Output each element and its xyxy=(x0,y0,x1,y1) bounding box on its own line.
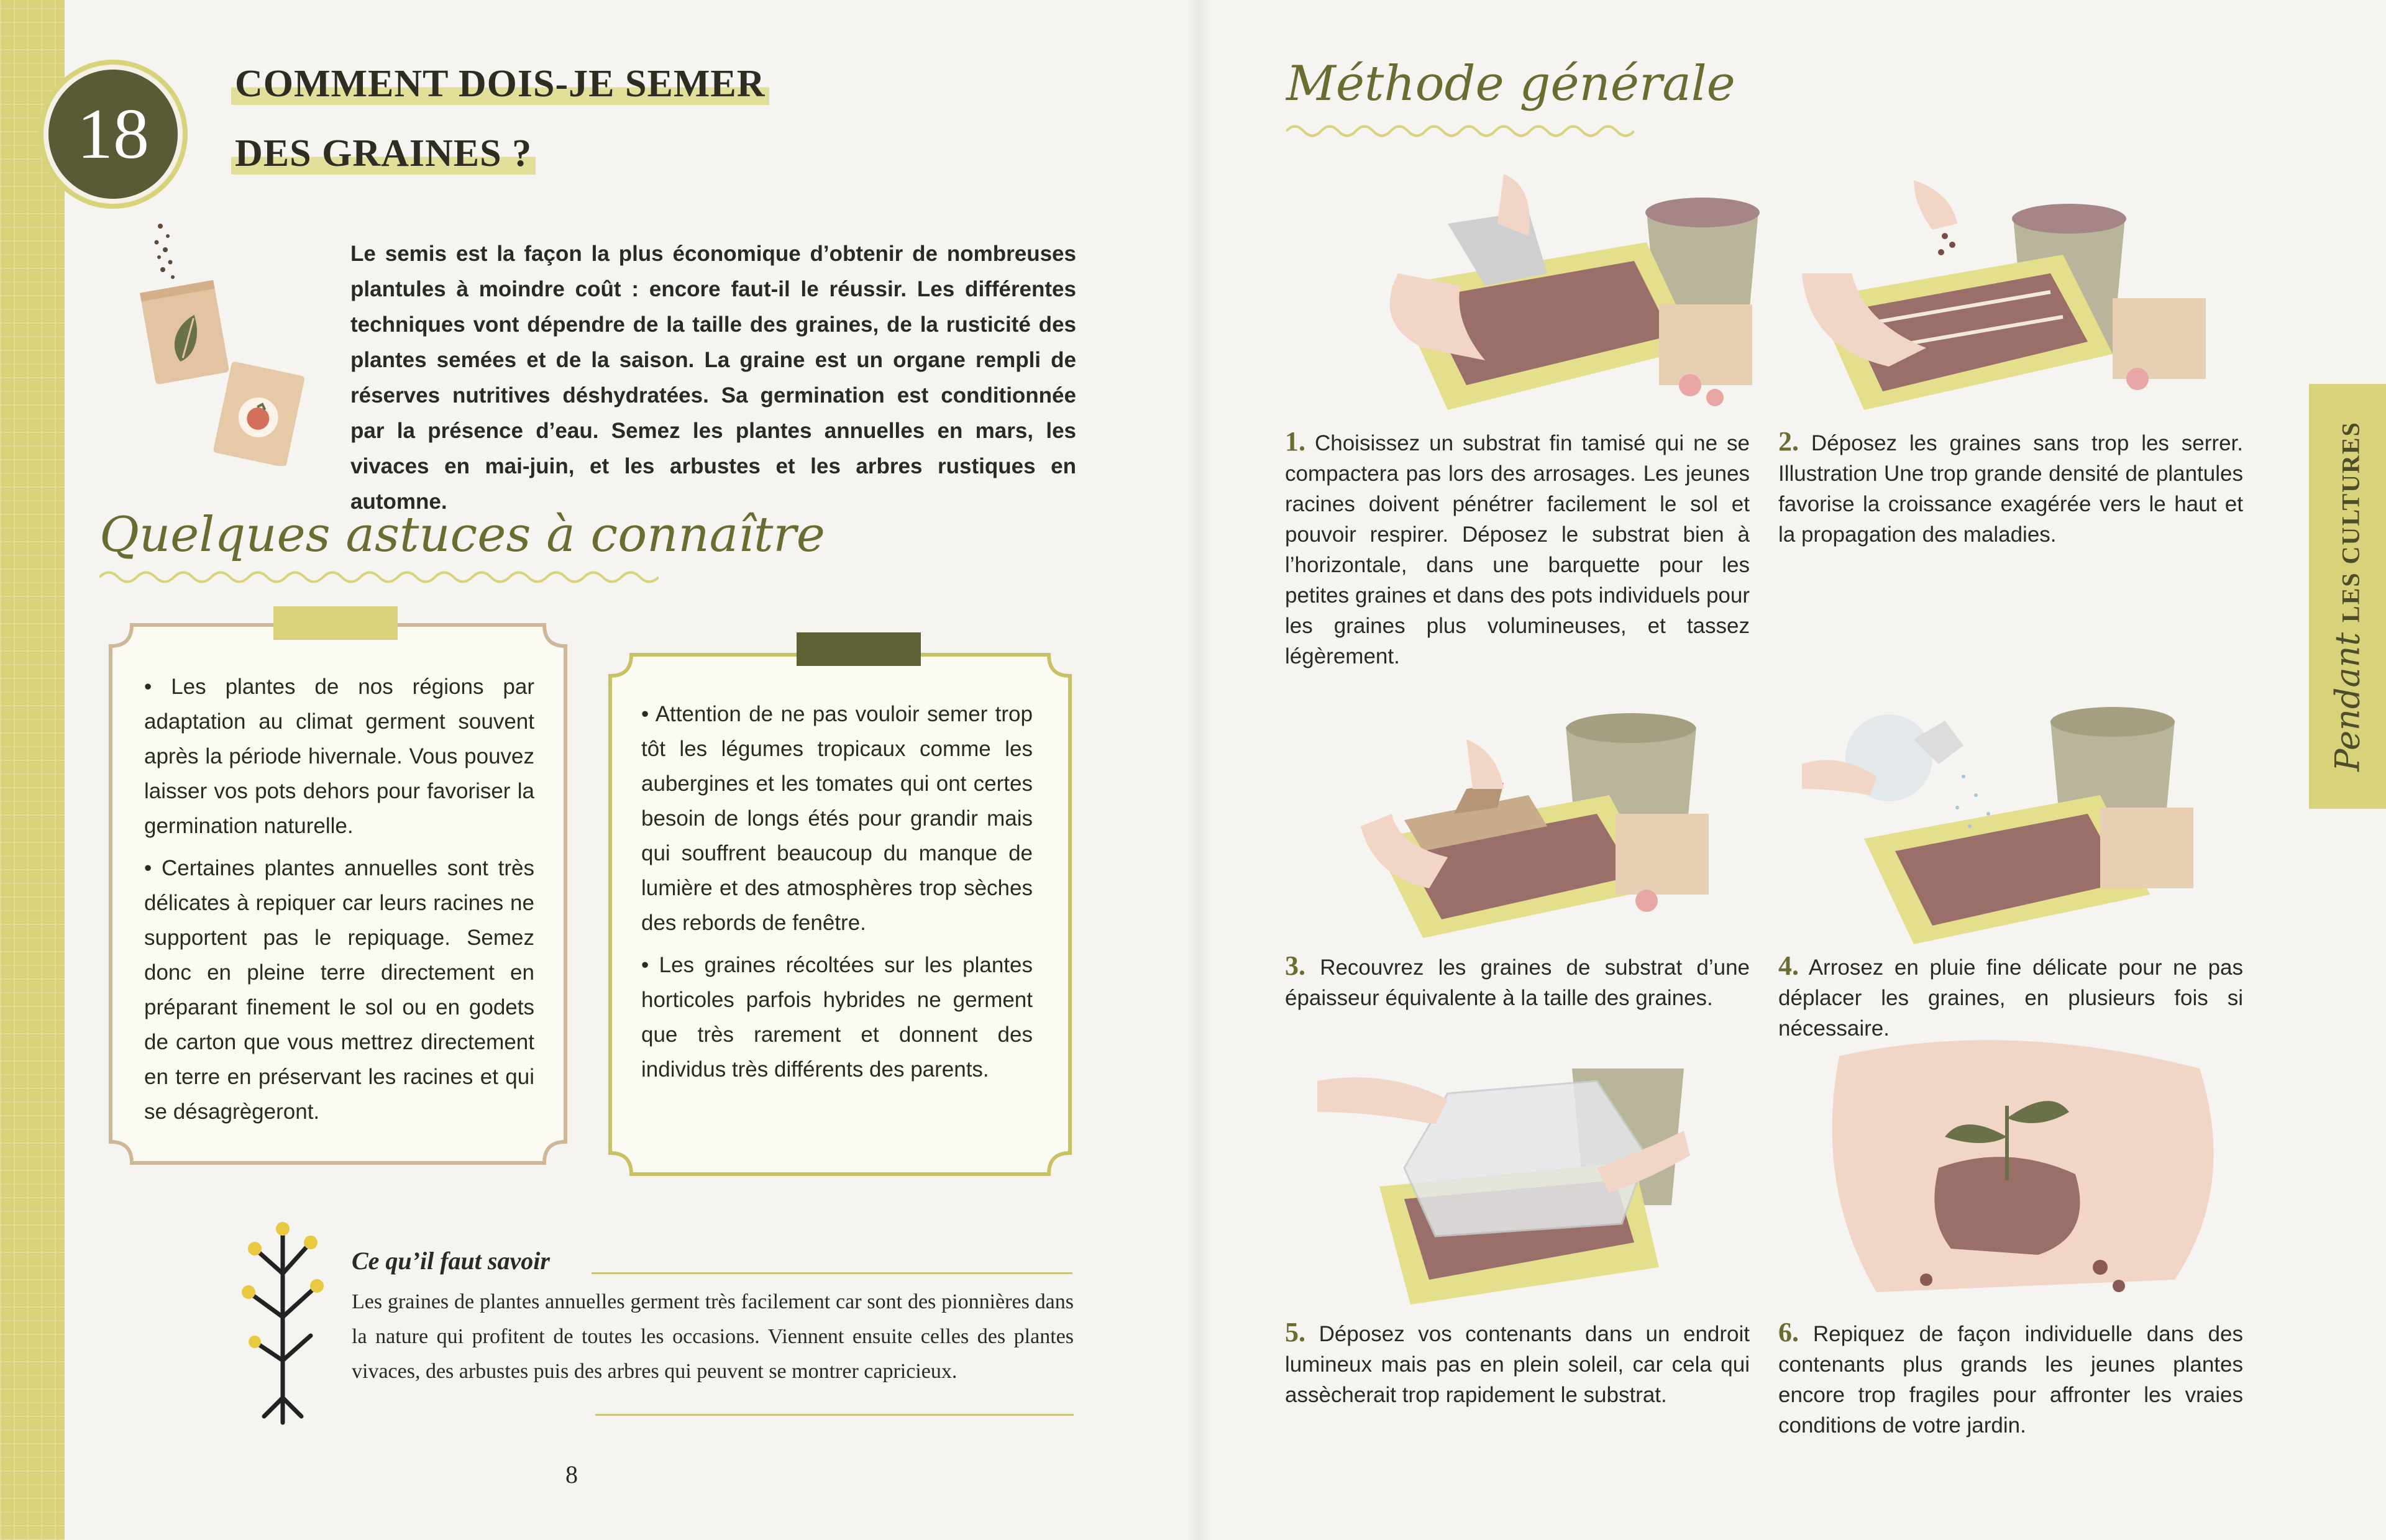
step-6 xyxy=(1778,1317,2243,1441)
step-5-illustration xyxy=(1311,1044,1771,1317)
know-title-rule xyxy=(592,1272,1072,1274)
step-2-illustration xyxy=(1790,162,2237,422)
section-tab-label xyxy=(2328,421,2367,772)
step-3 xyxy=(1285,950,1750,1013)
step-1-number: 1. xyxy=(1285,426,1305,457)
tip-1-paragraph-2: • Certaines plantes annuelles sont très délicates à repiquer car leurs racines ne supportent pas le repiquage. Semez donc en pleine terre directement en préparant finement le sol ou en godets de carton que vous mettrez directement en terre en préservant les racines et qui se désagrègeront. xyxy=(144,856,534,1124)
book-spine-shadow xyxy=(1187,0,1212,1540)
step-5-number: 5. xyxy=(1285,1317,1305,1347)
step-6-illustration xyxy=(1802,1031,2249,1311)
chapter-number-badge xyxy=(48,70,178,199)
step-2 xyxy=(1778,426,2243,550)
method-heading: Méthode générale xyxy=(1286,56,1735,112)
section-tab-script: Pendant xyxy=(2328,632,2367,772)
step-3-text: Recouvrez les graines de substrat d’une épaisseur équivalente à la taille des graines. xyxy=(1285,955,1750,1010)
section-tab-caps: LES CULTURES xyxy=(2336,421,2365,622)
tip-2-paragraph-2: • Les graines récoltées sur les plantes horticoles parfois hybrides ne germent que très rarement et donnent des individus très différents des parents. xyxy=(641,953,1033,1082)
step-3-illustration xyxy=(1323,702,1771,963)
tip-card-1-text xyxy=(144,670,534,1129)
chapter-number: 18 xyxy=(77,94,149,174)
step-6-text: Repiquez de façon individuelle dans des contenants plus grands les jeunes plantes encore trop fragiles pour affronter les vraies conditions de votre jardin. xyxy=(1778,1322,2243,1437)
tip-card-2-tape xyxy=(797,632,921,666)
know-title: Ce qu’il faut savoir xyxy=(352,1247,550,1275)
know-bottom-rule xyxy=(595,1414,1074,1416)
tip-card-1-tape xyxy=(273,606,398,640)
page-number: 8 xyxy=(565,1460,578,1488)
step-6-number: 6. xyxy=(1778,1317,1799,1347)
tip-1-paragraph-1: • Les plantes de nos régions par adaptation au climat germent souvent après la période hivernale. Vous pouvez laisser vos pots dehors pour favoriser la germination naturelle. xyxy=(144,675,534,838)
step-2-number: 2. xyxy=(1778,426,1799,457)
page-title-line2: DES GRAINES ? xyxy=(231,132,536,176)
step-2-text: Déposez les graines sans trop les serrer. Illustration Une trop grande densité de plantules favorise la croissance exagérée vers le haut et la propagation des maladies. xyxy=(1778,431,2244,547)
step-4-number: 4. xyxy=(1778,950,1799,981)
step-4-illustration xyxy=(1790,683,2237,963)
step-3-number: 3. xyxy=(1285,950,1305,981)
tree-branch-icon xyxy=(230,1218,336,1429)
intro-paragraph: Le semis est la façon la plus économique d’obtenir de nombreuses plantules à moindre coût : encore faut-il le réussir. Les différentes techniques vont dépendre de la taille des graines, de la rusticité des plantes semées et de la saison. La graine est un organe rempli de réserves nutritives déshydratées. Sa germination est conditionnée par la présence d’eau. Semez les plantes annuelles en mars, les vivaces en mai-juin, et les arbustes et les arbres rustiques en automne. xyxy=(350,242,1076,514)
step-5 xyxy=(1285,1317,1750,1410)
method-heading-underline xyxy=(1286,122,1634,140)
step-1-text: Choisissez un substrat fin tamisé qui ne se compactera pas lors des arrosages. Les jeunes racines doivent pénétrer facilement le sol et pouvoir respirer. Déposez le substrat bien à l’horizontale, dans une barquette pour les petites graines et dans des pots individuels pour les graines plus volumineuses, et tassez légèrement. xyxy=(1285,431,1750,668)
step-4 xyxy=(1778,950,2243,1044)
page-title-line1: COMMENT DOIS-JE SEMER xyxy=(231,62,769,106)
step-1-illustration xyxy=(1323,162,1771,422)
know-text: Les graines de plantes annuelles germent très facilement car sont des pionnières dans la nature qui profitent de toutes les occasions. Viennent ensuite celles des plantes vivaces, des arbustes puis des arbres qui peuvent se montrer capricieux. xyxy=(352,1290,1074,1383)
step-5-text: Déposez vos contenants dans un endroit lumineux mais pas en plein soleil, car cela qui assècherait trop rapidement le substrat. xyxy=(1285,1322,1750,1407)
tips-heading: Quelques astuces à connaître xyxy=(99,507,825,563)
step-4-text: Arrosez en pluie fine délicate pour ne pas déplacer les graines, en plusieurs fois si nécessaire. xyxy=(1778,955,2244,1041)
left-color-band xyxy=(0,0,65,1540)
seed-packets-illustration xyxy=(129,217,316,466)
step-1 xyxy=(1285,426,1750,672)
tip-2-paragraph-1: • Attention de ne pas vouloir semer trop tôt les légumes tropicaux comme les aubergines et les tomates qui ont certes besoin de longs étés pour grandir mais qui souffrent beaucoup du manque de lumière et des atmosphères trop sèches des rebords de fenêtre. xyxy=(641,702,1033,935)
tips-heading-underline xyxy=(99,568,659,586)
tip-card-2-text xyxy=(641,697,1033,1087)
